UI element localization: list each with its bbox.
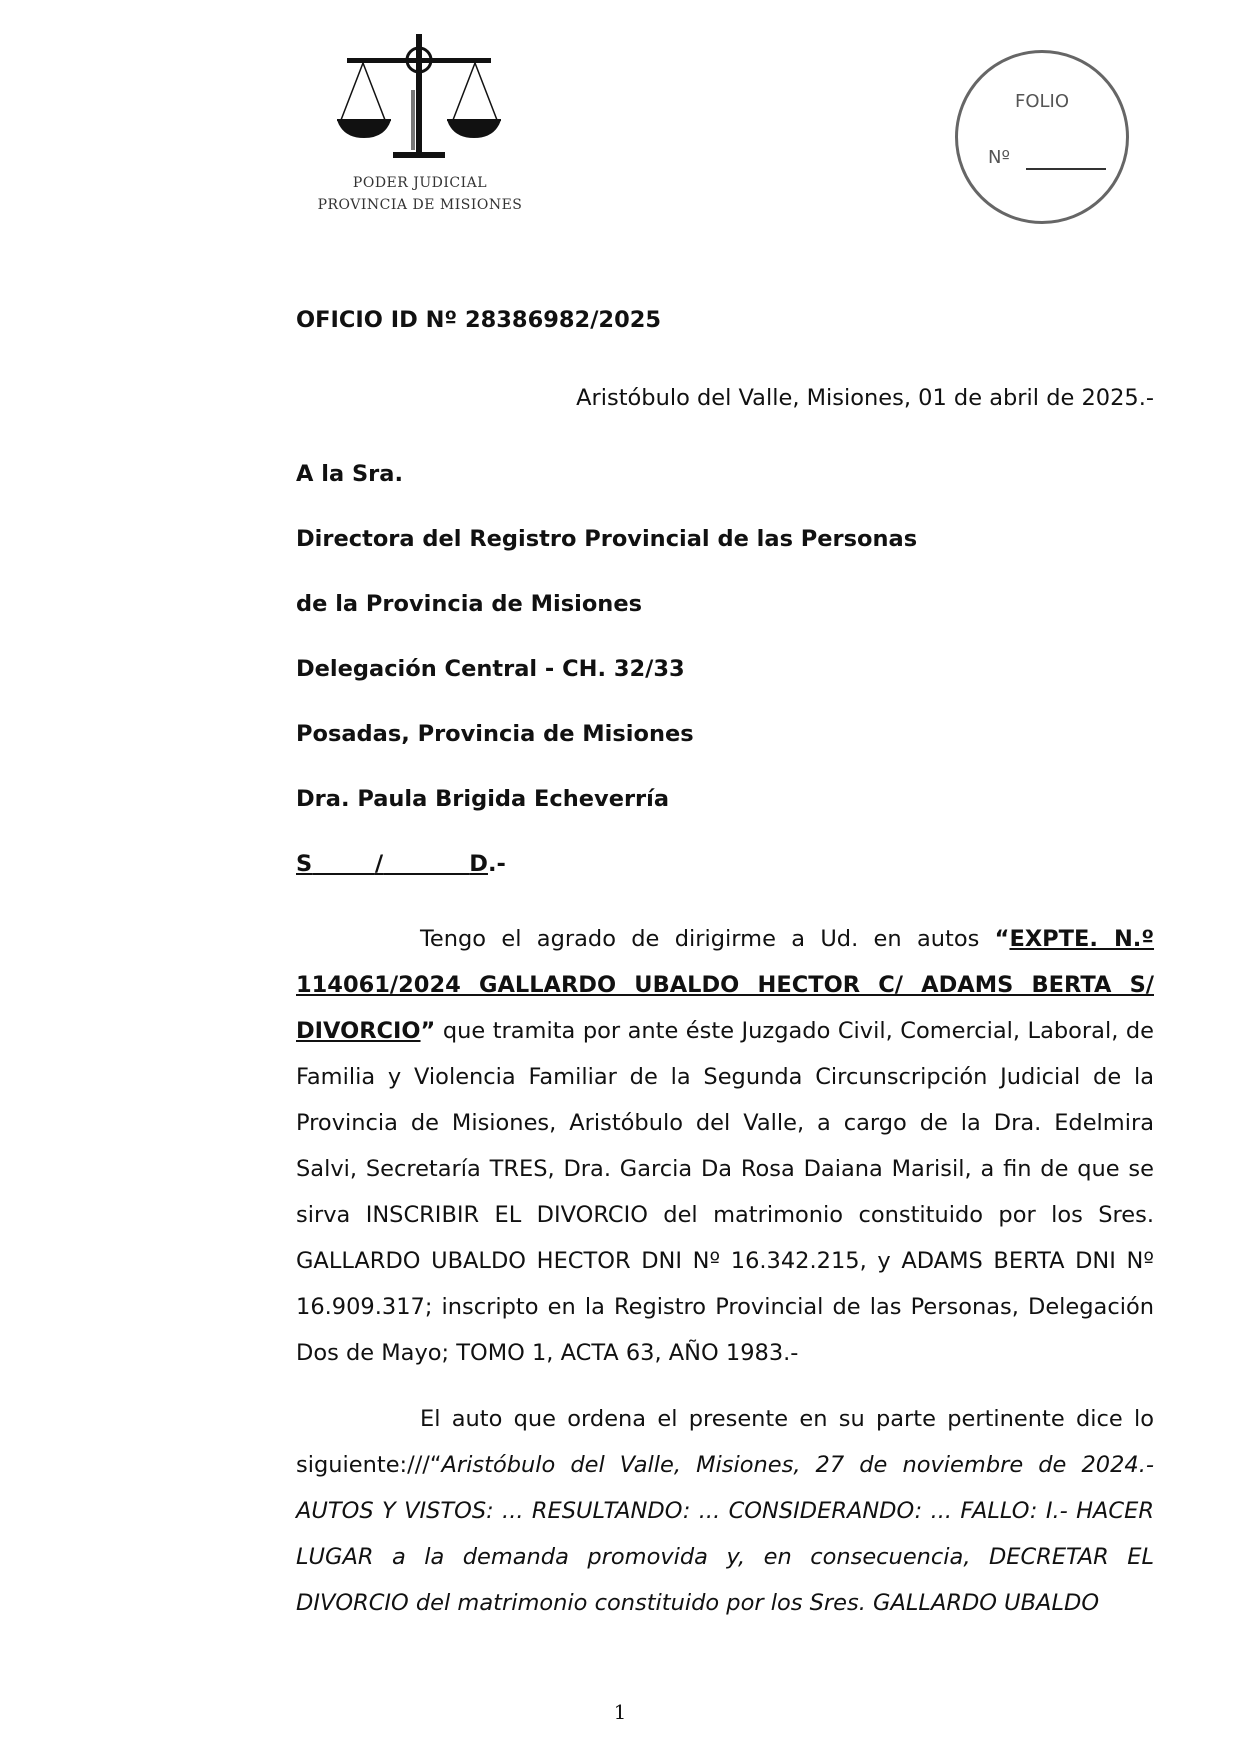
p1-open-quote: “ [994, 926, 1010, 952]
sd-sep: / [374, 851, 384, 877]
expediente-reference: EXPTE. N.º 114061/2024 GALLARDO UBALDO HECTOR C/ ADAMS BERTA S/ DIVORCIO [296, 926, 1155, 1044]
body-paragraph-2 [296, 1396, 1154, 1626]
p2-quoted-ruling: Aristóbulo del Valle, Misiones, 27 de noviembre de 2024.- AUTOS Y VISTOS: ... RESULTANDO: ... CONSIDERANDO: ... FALLO: I.- HACER LUGAR a la demanda promovida y, en consecuencia, DECRETAR EL DIVORCIO del matrimonio constituido por los Sres. GALLARDO UBALDO [296, 1452, 1154, 1616]
judicial-logo [315, 30, 525, 220]
logo-text-line2: PROVINCIA DE MISIONES [317, 197, 523, 213]
folio-number-blank [1026, 168, 1106, 170]
p1-close-quote: ” [420, 1018, 436, 1044]
p2-intro: El auto que ordena el presente en su parte pertinente dice lo siguiente:///“ [296, 1406, 1154, 1478]
address-line-5: Posadas, Provincia de Misiones [296, 721, 694, 747]
address-line-6: Dra. Paula Brigida Echeverría [296, 786, 670, 812]
p1-intro: Tengo el agrado de dirigirme a Ud. en autos [420, 926, 995, 952]
address-line-1: A la Sra. [296, 461, 404, 487]
folio-stamp [955, 50, 1129, 224]
address-line-3: de la Provincia de Misiones [296, 591, 642, 617]
p1-rest: que tramita por ante éste Juzgado Civil, Comercial, Laboral, de Familia y Violencia Familiar de la Segunda Circunscripción Judicial de la Provincia de Misiones, Aristóbulo del Valle, a cargo de la Dra. Edelmira Salvi, Secretaría TRES, Dra. Garcia Da Rosa Daiana Marisil, a fin de que se sirva INSCRIBIR EL DIVORCIO del matrimonio constituido por los Sres. GALLARDO UBALDO HECTOR DNI Nº 16.342.215, y ADAMS BERTA DNI Nº 16.909.317; inscripto en la Registro Provincial de las Personas, Delegación Dos de Mayo; TOMO 1, ACTA 63, AÑO 1983.- [296, 1018, 1154, 1366]
address-line-4: Delegación Central - CH. 32/33 [296, 656, 685, 682]
sd-end: .- [487, 851, 506, 877]
sd-s: S [296, 851, 313, 877]
folio-label: FOLIO [1014, 91, 1070, 112]
logo-text-line1: PODER JUDICIAL [352, 175, 488, 191]
address-line-2: Directora del Registro Provincial de las Personas [296, 526, 918, 552]
page-number: 1 [613, 1700, 627, 1724]
scales-of-justice-icon [335, 30, 505, 170]
folio-number-label: Nº [988, 147, 1010, 168]
date-line: Aristóbulo del Valle, Misiones, 01 de abril de 2025.- [576, 385, 1154, 411]
body-paragraph-1 [296, 916, 1154, 1376]
su-despacho [296, 850, 1154, 878]
sd-d: D [469, 851, 488, 877]
oficio-id: OFICIO ID Nº 28386982/2025 [296, 307, 662, 333]
